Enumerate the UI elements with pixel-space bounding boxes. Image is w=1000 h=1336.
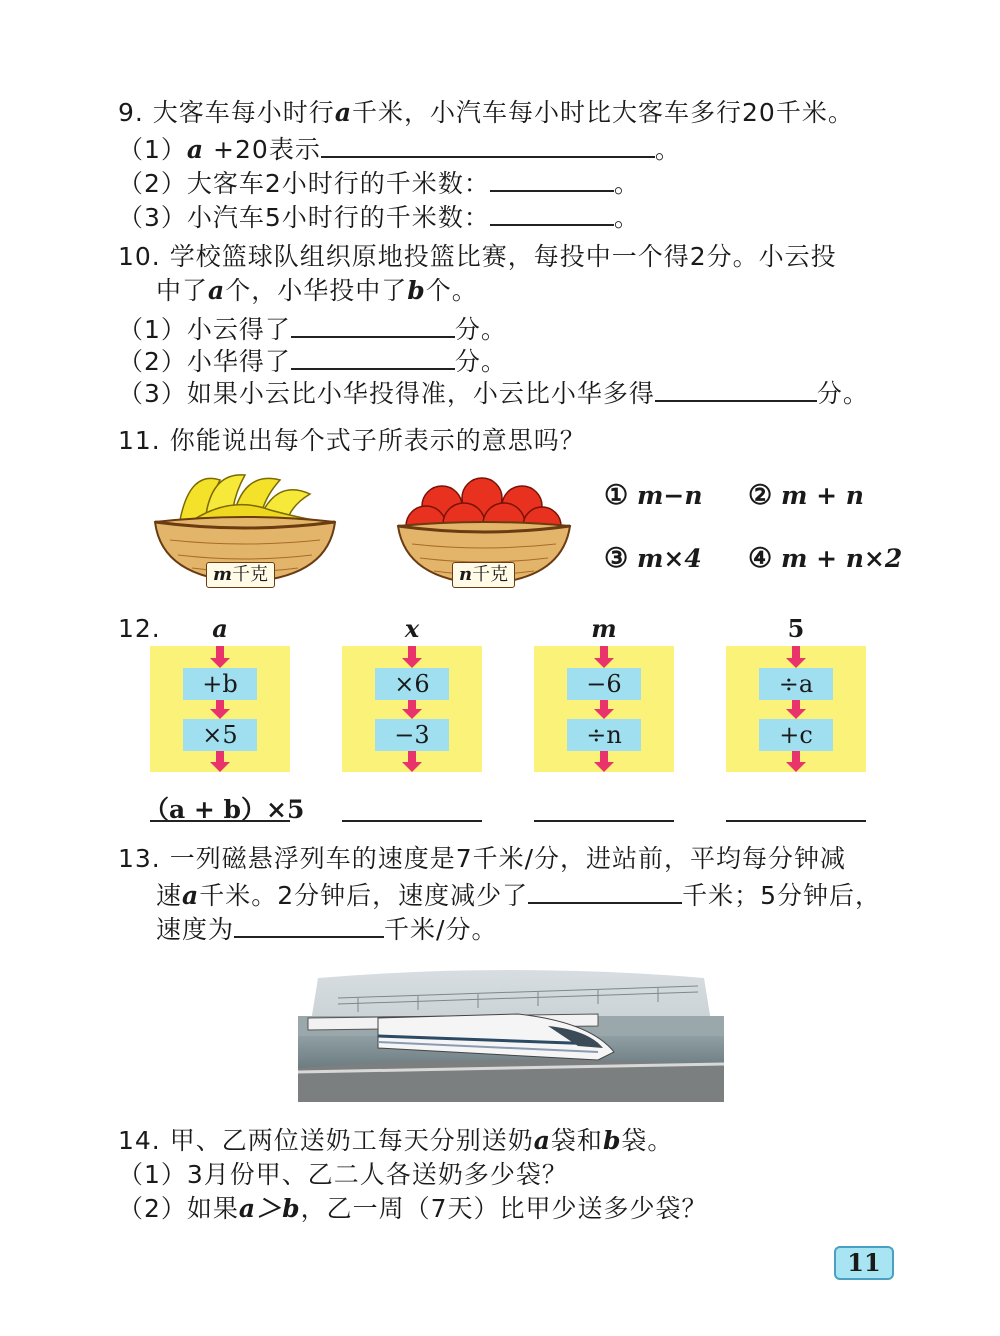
q12-label: 12. xyxy=(118,614,161,643)
flow-1-example-answer: （a + b）×5 xyxy=(144,795,305,824)
q9-stem: 9. 大客车每小时行a千米，小汽车每小时比大客车多行20千米。 xyxy=(118,98,854,127)
flow-4-input: 5 xyxy=(787,614,805,643)
maglev-train-photo xyxy=(298,968,724,1102)
flow-3-op2: ÷n xyxy=(567,719,641,751)
down-arrow-icon xyxy=(402,751,422,772)
q10-sub2: （2）小华得了 分。 xyxy=(118,342,507,379)
q9-sub3: （3）小汽车5小时行的千米数： 。 xyxy=(118,198,640,235)
q13-line3: 速度为 千米/分。 xyxy=(156,910,497,947)
flow-4-op1: ÷a xyxy=(759,668,833,700)
answer-blank[interactable] xyxy=(528,876,682,904)
q14-sub1: （1）3月份甲、乙二人各送奶多少袋？ xyxy=(118,1160,568,1189)
flow-2-op2: −3 xyxy=(375,719,449,751)
flow-1-input: a xyxy=(212,614,228,643)
down-arrow-icon xyxy=(402,700,422,719)
q10-sub3: （3）如果小云比小华投得准，小云比小华多得 分。 xyxy=(118,374,869,411)
flow-1-answer-line xyxy=(150,820,290,822)
expression-1: ① m−n xyxy=(604,480,703,511)
q9-sub2: （2）大客车2小时行的千米数： 。 xyxy=(118,164,640,201)
q11-stem: 11. 你能说出每个式子所表示的意思吗？ xyxy=(118,426,586,455)
down-arrow-icon xyxy=(786,700,806,719)
down-arrow-icon xyxy=(594,700,614,719)
flow-3-input: m xyxy=(591,614,617,643)
down-arrow-icon xyxy=(786,751,806,772)
q13-line2: 速a千米。2分钟后，速度减少了 千米；5分钟后， xyxy=(156,876,881,913)
flow-4-op2: +c xyxy=(759,719,833,751)
down-arrow-icon xyxy=(210,700,230,719)
down-arrow-icon xyxy=(594,646,614,668)
down-arrow-icon xyxy=(210,646,230,668)
expression-4: ④ m + n×2 xyxy=(748,543,903,574)
q10-stem-line1: 10. 学校篮球队组织原地投篮比赛，每投中一个得2分。小云投 xyxy=(118,242,837,271)
q13-line1: 13. 一列磁悬浮列车的速度是7千米/分，进站前，平均每分钟减 xyxy=(118,844,847,873)
down-arrow-icon xyxy=(786,646,806,668)
q10-sub1: （1）小云得了 分。 xyxy=(118,310,507,347)
expression-3: ③ m×4 xyxy=(604,543,702,574)
flow-3-op1: −6 xyxy=(567,668,641,700)
q14-stem: 14. 甲、乙两位送奶工每天分别送奶a袋和b袋。 xyxy=(118,1126,674,1155)
expression-2: ② m + n xyxy=(748,480,864,511)
banana-weight-label: m千克 xyxy=(206,562,275,588)
q9-sub1: （1）a +20表示 。 xyxy=(118,130,681,167)
flow-2-op1: ×6 xyxy=(375,668,449,700)
flow-2-input: x xyxy=(404,614,420,643)
page-number-badge: 11 xyxy=(834,1246,894,1280)
flow-4-answer-blank[interactable] xyxy=(726,820,866,822)
flow-1-op2: ×5 xyxy=(183,719,257,751)
down-arrow-icon xyxy=(210,751,230,772)
q14-sub2: （2）如果a＞b，乙一周（7天）比甲少送多少袋？ xyxy=(118,1194,708,1223)
apple-weight-label: n千克 xyxy=(452,562,515,588)
down-arrow-icon xyxy=(402,646,422,668)
flow-1-op1: +b xyxy=(183,668,257,700)
flow-2-answer-blank[interactable] xyxy=(342,820,482,822)
answer-blank[interactable] xyxy=(234,910,384,938)
down-arrow-icon xyxy=(594,751,614,772)
q10-stem-line2: 中了a个，小华投中了b个。 xyxy=(156,276,478,305)
flow-3-answer-blank[interactable] xyxy=(534,820,674,822)
